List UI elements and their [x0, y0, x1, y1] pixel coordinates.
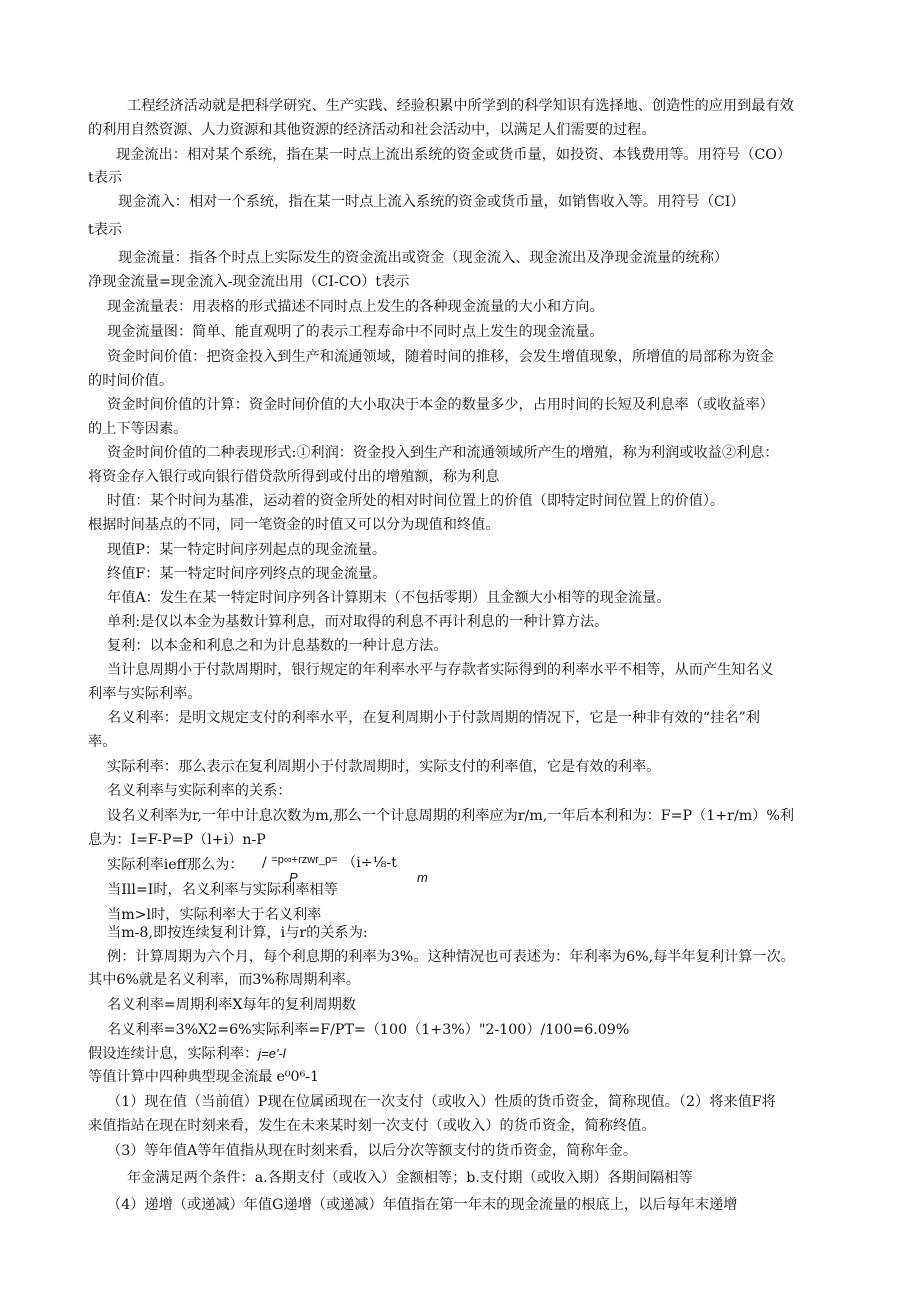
formula-flow-tail: e⁰0⁶-1 — [276, 1069, 320, 1085]
formula-continuous: j=e'-l — [258, 1046, 286, 1061]
formula-ieff — [262, 851, 397, 876]
paragraph-line: 终值F：某一特定时间序列终点的现金流量。 — [107, 566, 387, 582]
paragraph-line: 的上下等因素。 — [88, 421, 188, 437]
paragraph-line: 现金流出：相对某个系统，指在某一时点上流出系统的资金或货币量，如投资、本钱费用等。用符号（CO） — [116, 147, 792, 163]
paragraph-line: 年值A：发生在某一特定时间序列各计算期末（不包括零期）且金额大小相等的现金流量。 — [107, 590, 671, 606]
formula-tail: （i÷⅛-t — [342, 855, 397, 871]
paragraph-line: 当Ill=I时，名义利率与实际利率相等 — [107, 882, 338, 898]
paragraph-line: 现金流量：指各个时点上实际发生的资金流出或资金（现金流入、现金流出及净现金流量的统称） — [118, 250, 729, 266]
paragraph-line: 现金流量图：简单、能直观明了的表示工程寿命中不同时点上发生的现金流量。 — [107, 324, 604, 340]
paragraph-line: （3）等年值A等年值指从现在时刻来看，以后分次等额支付的货币资金，简称年金。 — [107, 1143, 638, 1159]
formula-sub-m: m — [417, 870, 428, 885]
paragraph-line: 现值P：某一特定时间序列起点的现金流量。 — [107, 542, 387, 558]
paragraph-line: 现金流量表：用表格的形式描述不同时点上发生的各种现金流量的大小和方向。 — [107, 299, 604, 315]
paragraph-line: 净现金流量=现金流入-现金流出用（CI-CO）t表示 — [88, 274, 410, 290]
paragraph-line: 工程经济活动就是把科学研究、生产实践、经验积累中所学到的科学知识有选择地、创造性的应用到最有效 — [127, 98, 794, 114]
formula-slash: / — [262, 855, 267, 871]
paragraph-line: 将资金存入银行或向银行借贷款所得到或付出的增殖额，称为利息 — [88, 469, 500, 485]
paragraph-line: 当m>l时，实际利率大于名义利率 — [107, 907, 322, 923]
paragraph-line: 年金满足两个条件：a.各期支付（或收入）金额相等；b.支付期（或收入期）各期间隔相等 — [127, 1170, 693, 1186]
paragraph-line — [88, 1042, 286, 1066]
paragraph-line: t表示 — [88, 222, 123, 238]
paragraph-line: 复利：以本金和利息之和为计息基数的一种计息方法。 — [107, 638, 448, 654]
paragraph-line: 其中6%就是名义利率，而3%称周期利率。 — [88, 972, 361, 988]
paragraph-line: 实际利率：那么表示在复利周期小于付款周期时，实际支付的利率值，它是有效的利率。 — [107, 759, 661, 775]
paragraph-line: t表示 — [88, 170, 123, 186]
formula-sub-p: P — [289, 870, 298, 885]
paragraph-line: 当m-8,即按连续复利计算，i与r的关系为: — [107, 925, 368, 941]
paragraph-line: （4）递增（或递减）年值G递增（或递减）年值指在第一年末的现金流量的根底上，以后每年末递增 — [107, 1197, 738, 1213]
paragraph-line: 利率与实际利率。 — [88, 686, 202, 702]
paragraph-line: 资金时间价值的二种表现形式:①利润：资金投入到生产和流通领域所产生的增殖，称为利润或收益②利息： — [107, 445, 779, 461]
paragraph-line: 现金流入：相对一个系统，指在某一时点上流入系统的资金或货币量，如销售收入等。用符号（CI） — [118, 194, 745, 210]
paragraph-line: 名义利率=3%X2=6%实际利率=F∕PT=（100（1+3%）"2-100）/100=6.09% — [107, 1022, 630, 1038]
line-text: 假设连续计息，实际利率： — [88, 1046, 259, 1062]
paragraph-line: 来值指站在现在时刻来看，发生在未来某时刻一次支付（或收入）的货币资金，简称终值。 — [88, 1118, 656, 1134]
paragraph-line: 名义利率=周期利率X每年的复利周期数 — [107, 997, 356, 1013]
paragraph-line: 设名义利率为r,一年中计息次数为m,那么一个计息周期的利率应为r∕m,一年后本利和为：F=P（1+r∕m）%利 — [107, 808, 795, 824]
paragraph-line: 例：计算周期为六个月，每个利息期的利率为3%。这种情况也可表述为：年利率为6%,每半年复利计算一次。 — [107, 949, 795, 965]
line-text: 等值计算中四种典型现金流最 — [88, 1069, 273, 1085]
paragraph-line: 单利:是仅以本金为基数计算利息，而对取得的利息不再计利息的一种计算方法。 — [107, 614, 609, 630]
paragraph-line: 实际利率ieff那么为： — [107, 857, 244, 873]
paragraph-line: 当计息周期小于付款周期时，银行规定的年利率水平与存款者实际得到的利率水平不相等，从而产生知名义 — [107, 662, 774, 678]
formula-expression: =p∞+rzwr_p= — [271, 854, 338, 866]
paragraph-line: 息为：I=F-P=P（l+i）n-P — [88, 832, 266, 848]
paragraph-line: 名义利率与实际利率的关系： — [107, 783, 292, 799]
paragraph-line: （1）现在值（当前值）P现在位属函现在一次支付（或收入）性质的货币资金，简称现值。（2）将来值F将 — [107, 1094, 776, 1110]
paragraph-line: 的时间价值。 — [88, 373, 174, 389]
paragraph-line: 根据时间基点的不同，同一笔资金的时值又可以分为现值和终值。 — [88, 517, 500, 533]
paragraph-line: 时值：某个时间为基准，运动着的资金所处的相对时间位置上的价值（即特定时间位置上的价值）。 — [107, 493, 725, 509]
paragraph-line — [88, 1065, 319, 1089]
paragraph-line: 资金时间价值：把资金投入到生产和流通领域，随着时间的推移，会发生增值现象，所增值的局部称为资金 — [107, 349, 774, 365]
paragraph-line: 的利用自然资源、人力资源和其他资源的经济活动和社会活动中，以满足人们需要的过程。 — [88, 122, 656, 138]
paragraph-line: 率。 — [88, 734, 117, 750]
paragraph-line: 资金时间价值的计算：资金时间价值的大小取决于本金的数量多少，占用时间的长短及利息率（或收益率） — [107, 397, 774, 413]
paragraph-line: 名义利率：是明文规定支付的利率水平，在复利周期小于付款周期的情况下，它是一种非有效的“挂名”利 — [107, 710, 760, 726]
